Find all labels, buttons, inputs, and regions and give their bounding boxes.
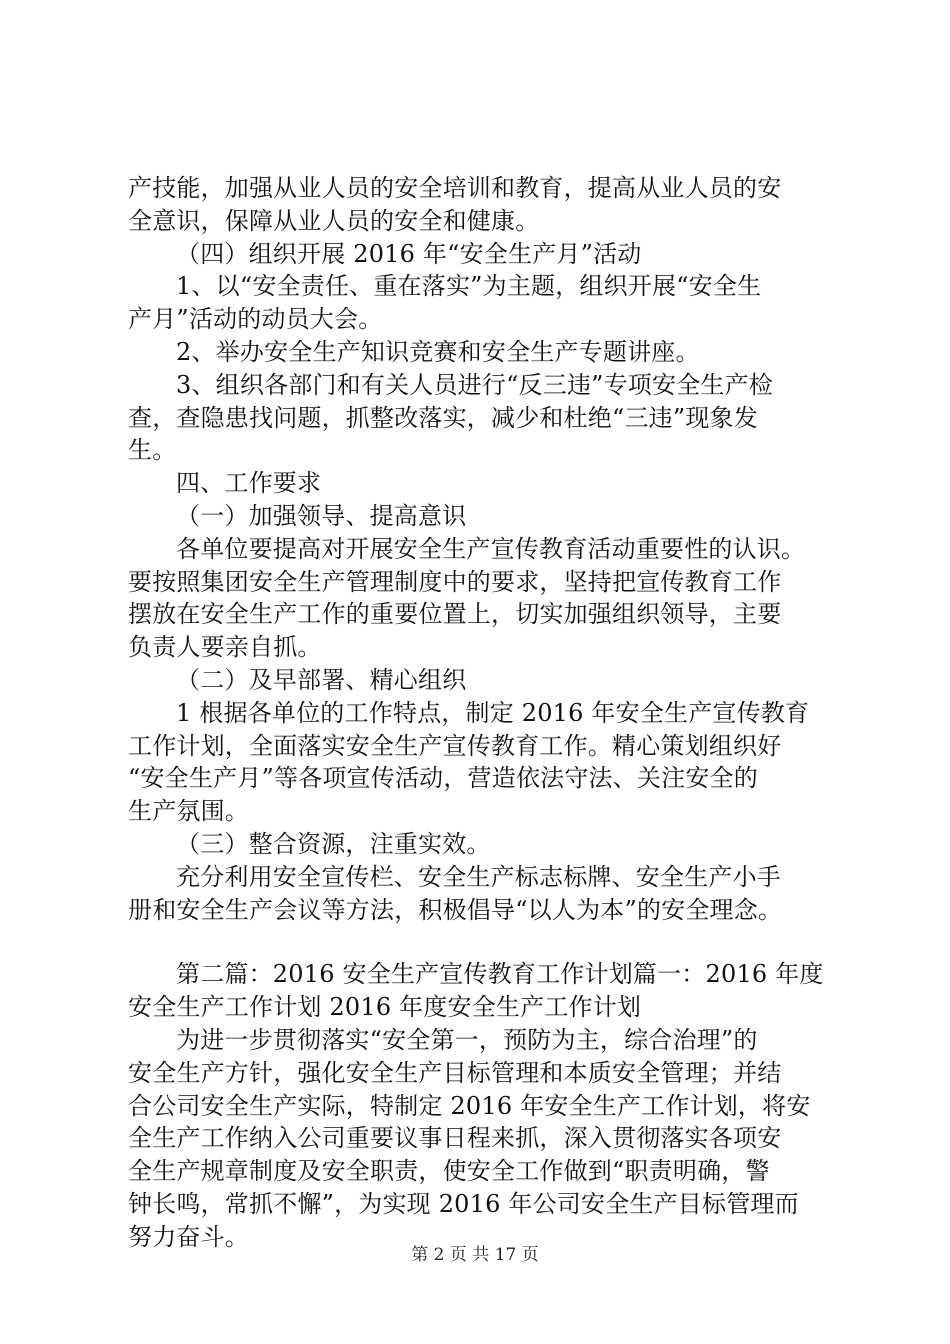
text-line: 要按照集团安全生产管理制度中的要求，坚持把宣传教育工作 xyxy=(128,567,782,596)
text-line: （二）及早部署、精心组织 xyxy=(176,665,467,694)
text-line: 安全生产工作计划 2016 年度安全生产工作计划 xyxy=(128,993,642,1022)
text-line: “安全生产月”等各项宣传活动，营造依法守法、关注安全的 xyxy=(128,764,758,793)
text-line: 全生产工作纳入公司重要议事日程来抓，深入贯彻落实各项安 xyxy=(128,1124,782,1153)
text-line: 充分利用安全宣传栏、安全生产标志标牌、安全生产小手 xyxy=(176,862,781,891)
text-line: 查，查隐患找问题，抓整改落实，减少和杜绝“三违”现象发 xyxy=(128,403,758,432)
text-line: （四）组织开展 2016 年“安全生产月”活动 xyxy=(176,239,642,268)
text-line: （一）加强领导、提高意识 xyxy=(176,501,467,530)
text-line: 努力奋斗。 xyxy=(128,1222,249,1251)
text-line: 为进一步贯彻落实“安全第一，预防为主，综合治理”的 xyxy=(176,1025,758,1054)
text-line: 第二篇：2016 安全生产宣传教育工作计划篇一：2016 年度 xyxy=(176,960,824,989)
text-line: 产月”活动的动员大会。 xyxy=(128,305,383,334)
text-line: 全生产规章制度及安全职责，使安全工作做到“职责明确，警 xyxy=(128,1157,770,1186)
document-body xyxy=(128,172,833,1254)
text-line: 合公司安全生产实际，特制定 2016 年安全生产工作计划，将安 xyxy=(128,1091,811,1120)
text-line: 册和安全生产会议等方法，积极倡导“以人为本”的安全理念。 xyxy=(128,895,783,924)
text-line: 四、工作要求 xyxy=(176,469,322,498)
text-line: 2、举办安全生产知识竞赛和安全生产专题讲座。 xyxy=(176,337,700,366)
paragraph-gap xyxy=(128,926,833,958)
text-line: 生产氛围。 xyxy=(128,797,249,826)
text-line: 钟长鸣，常抓不懈”，为实现 2016 年公司安全生产目标管理而 xyxy=(128,1189,799,1218)
text-line: 全意识，保障从业人员的安全和健康。 xyxy=(128,206,540,235)
page-footer: 第 2 页 共 17 页 xyxy=(411,1245,539,1265)
text-line: 负责人要亲自抓。 xyxy=(128,633,322,662)
text-line: 生。 xyxy=(128,436,177,465)
text-line: （三）整合资源，注重实效。 xyxy=(176,829,491,858)
text-line: 3、组织各部门和有关人员进行“反三违”专项安全生产检 xyxy=(176,370,774,399)
text-line: 工作计划，全面落实安全生产宣传教育工作。精心策划组织好 xyxy=(128,731,782,760)
text-line: 各单位要提高对开展安全生产宣传教育活动重要性的认识。 xyxy=(176,534,806,563)
text-line: 产技能，加强从业人员的安全培训和教育，提高从业人员的安 xyxy=(128,174,782,202)
text-line: 摆放在安全生产工作的重要位置上，切实加强组织领导，主要 xyxy=(128,600,782,629)
text-line: 1 根据各单位的工作特点，制定 2016 年安全生产宣传教育 xyxy=(176,698,810,727)
text-line: 安全生产方针，强化安全生产目标管理和本质安全管理；并结 xyxy=(128,1058,782,1087)
text-line: 1、以“安全责任、重在落实”为主题，组织开展“安全生 xyxy=(176,272,762,301)
